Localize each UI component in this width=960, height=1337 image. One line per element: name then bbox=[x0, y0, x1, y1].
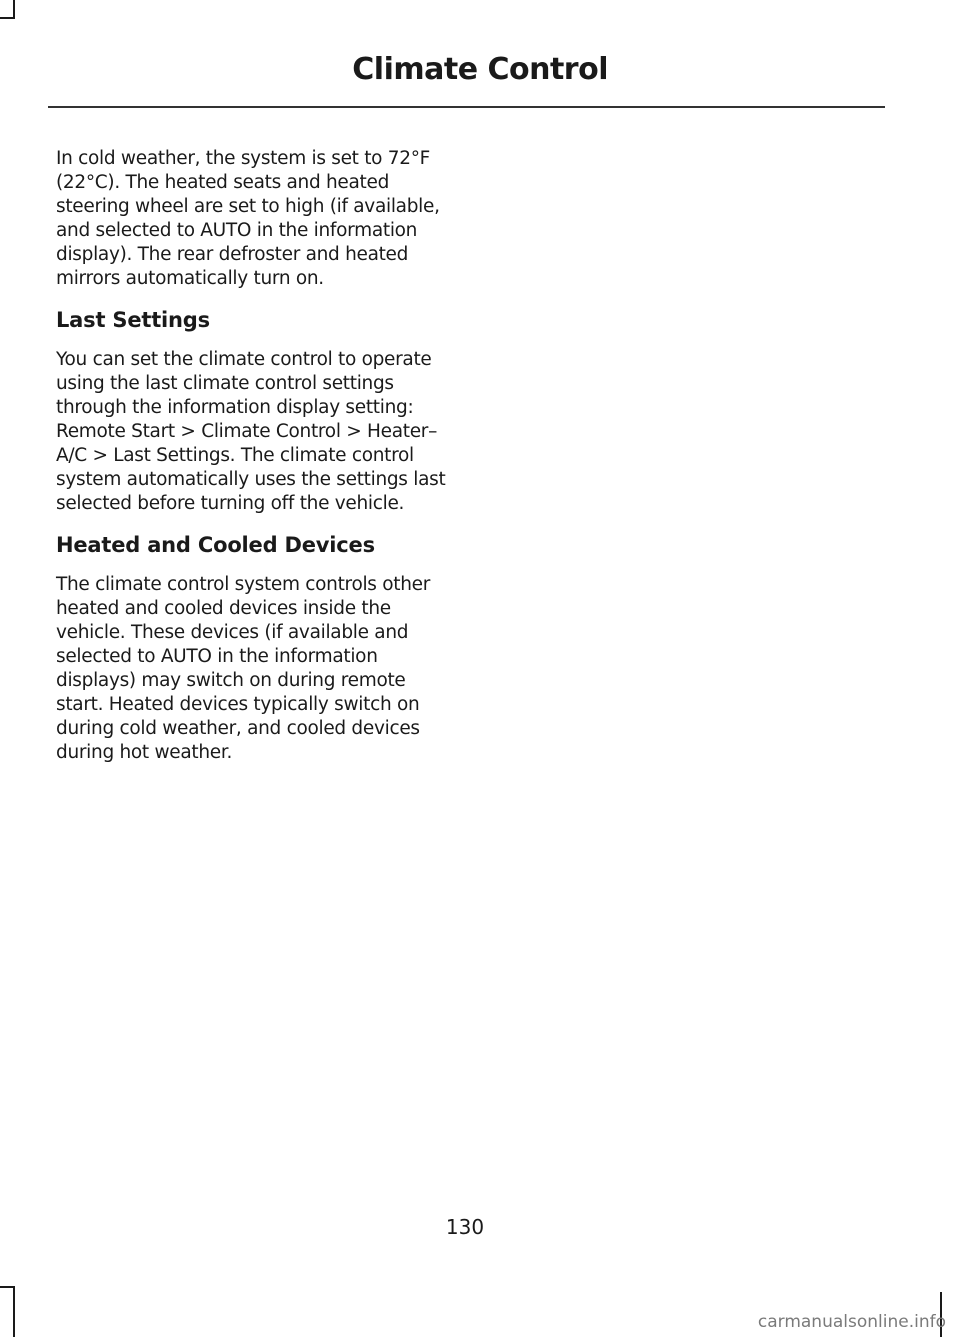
page-title: Climate Control bbox=[352, 52, 608, 87]
section-heading-last-settings: Last Settings bbox=[56, 308, 210, 332]
section-body-heated-cooled-devices: The climate control system controls other heated and cooled devices inside the vehicle. These devices (if available and selected to AUTO in the information displays) may switch on during remote start. Heated devices typically switch on during cold weather, and cooled devices during hot weather. bbox=[56, 574, 431, 763]
page-number: 130 bbox=[445, 1215, 485, 1239]
section-heading-heated-cooled-devices: Heated and Cooled Devices bbox=[56, 533, 375, 557]
crop-mark-top-left bbox=[0, 17, 15, 19]
crop-mark-top-left bbox=[13, 0, 15, 18]
section-body-last-settings: You can set the climate control to operate using the last climate control settings through the information display setting: Remote Start > Climate Control > Heater–A/C > Last Settings. The climate control system automatically uses the settings last selected before turning off the vehicle. bbox=[56, 349, 446, 514]
header-divider bbox=[48, 106, 885, 108]
crop-mark-bottom-left bbox=[0, 1286, 15, 1288]
watermark-link[interactable]: carmanualsonline.info bbox=[757, 1312, 946, 1332]
intro-paragraph: In cold weather, the system is set to 72°F (22°C). The heated seats and heated steering wheel are set to high (if available, and selected to AUTO in the information display). The rear defroster and heated mirrors automatically turn on. bbox=[56, 148, 440, 289]
crop-mark-bottom-left bbox=[13, 1287, 15, 1337]
main-text-column bbox=[56, 147, 448, 765]
